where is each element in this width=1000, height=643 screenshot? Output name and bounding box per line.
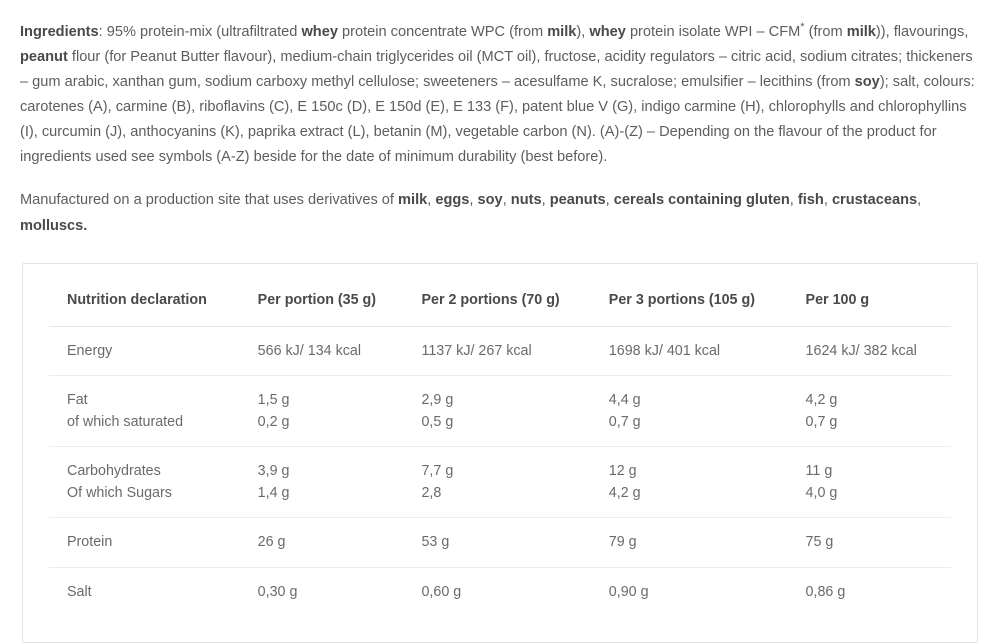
nutrient-value-line: 12 g: [608, 463, 637, 480]
table-column-header: Per 3 portions (105 g): [608, 291, 755, 308]
nutrient-label-cell: [49, 567, 248, 616]
allergen-emphasis: crustaceans: [831, 192, 918, 209]
nutrient-value-line: 4,4 g: [608, 391, 641, 408]
nutrient-value-cell: [599, 518, 796, 567]
allergen-emphasis: whey: [589, 23, 626, 40]
text-run: ); salt, colours: carotenes (A), carmine (B), riboflavins (C), E 150c (D), E 150d (E), E 133 (F), patent blue V (G), indigo carmine (H), chlorophylls and chlorophyllins (I), curcumin (J), anthocyanins (K), paprika extract (L), betanin (M), vegetable carbon (N). (A)-(Z) – Depending on the flavour of the product for ingredients used see symbols (A-Z) beside for the date of minimum durability (best before).: [20, 74, 975, 166]
nutrition-declaration-card: [22, 263, 978, 643]
nutrient-value-line: 0,30 g: [257, 583, 298, 600]
text-run: ,: [605, 192, 614, 209]
text-run: protein isolate WPI – CFM: [625, 23, 801, 40]
nutrient-value-cell: [796, 375, 951, 446]
nutrient-value-line: 0,60 g: [421, 583, 462, 600]
ingredients-paragraph: [20, 18, 980, 170]
nutrient-value-line: 0,5 g: [421, 413, 454, 430]
nutrient-value-cell: [599, 375, 796, 446]
table-column-header: Per 100 g: [805, 291, 870, 308]
nutrient-value-line: 3,9 g: [257, 463, 290, 480]
nutrient-value-cell: [796, 447, 951, 518]
nutrient-value-cell: [796, 518, 951, 567]
nutrient-value-line: 0,86 g: [805, 583, 846, 600]
text-run: )), flavourings,: [875, 23, 969, 40]
allergen-emphasis: eggs: [435, 192, 470, 209]
table-row: [49, 326, 951, 375]
allergen-emphasis: fish: [797, 192, 824, 209]
allergen-emphasis: soy: [477, 192, 503, 209]
allergen-emphasis: soy: [854, 74, 880, 91]
nutrient-value-cell: [248, 567, 412, 616]
text-run: ,: [917, 192, 922, 209]
nutrition-table: [49, 286, 951, 616]
nutrient-value-cell: [411, 567, 598, 616]
nutrient-value-cell: [248, 518, 412, 567]
nutrient-value-line: 1624 kJ/ 382 kcal: [805, 342, 917, 359]
table-row: [49, 567, 951, 616]
nutrient-value-cell: [411, 375, 598, 446]
nutrient-value-cell: [411, 326, 598, 375]
nutrient-label-line: Energy: [67, 342, 113, 359]
allergen-emphasis: milk: [398, 192, 428, 209]
nutrient-label-cell: [49, 518, 248, 567]
allergen-emphasis: molluscs.: [20, 217, 88, 234]
nutrient-value-line: 0,7 g: [608, 413, 641, 430]
allergen-emphasis: whey: [301, 23, 338, 40]
nutrient-value-line: 1,4 g: [257, 485, 290, 502]
nutrition-table-head: [49, 286, 951, 327]
nutrient-value-line: 0,90 g: [608, 583, 649, 600]
allergen-emphasis: milk: [547, 23, 577, 40]
table-row: [49, 518, 951, 567]
text-run: ,: [789, 192, 798, 209]
text-run: 95% protein-mix (ultrafiltrated: [106, 23, 302, 40]
text-run: Manufactured on a production site that uses derivatives of: [20, 192, 399, 209]
text-run: :: [98, 23, 107, 40]
nutrient-value-line: 1137 kJ/ 267 kcal: [421, 342, 532, 359]
nutrient-label-line: Carbohydrates: [67, 463, 161, 480]
text-run: ,: [502, 192, 511, 209]
table-column-header: Per 2 portions (70 g): [421, 291, 560, 308]
footnote-marker: *: [800, 21, 805, 33]
nutrient-value-cell: [796, 567, 951, 616]
allergen-emphasis: nuts: [510, 192, 542, 209]
nutrient-value-line: 7,7 g: [421, 463, 454, 480]
nutrient-value-line: 566 kJ/ 134 kcal: [257, 342, 361, 359]
nutrient-label-line: Of which Sugars: [67, 485, 172, 502]
nutrient-value-line: 0,2 g: [257, 413, 290, 430]
text-run: ,: [541, 192, 550, 209]
nutrient-value-line: 0,7 g: [805, 413, 838, 430]
nutrient-label-line: of which saturated: [67, 413, 184, 430]
nutrient-value-cell: [796, 326, 951, 375]
nutrient-value-cell: [248, 447, 412, 518]
text-run: (from: [804, 23, 847, 40]
text-run: ,: [427, 192, 436, 209]
text-run: ,: [823, 192, 832, 209]
text-run: ,: [469, 192, 478, 209]
nutrient-value-cell: [599, 567, 796, 616]
nutrient-value-cell: [411, 518, 598, 567]
text-run: ),: [576, 23, 590, 40]
nutrient-value-line: 11 g: [805, 463, 833, 480]
nutrient-value-line: 2,9 g: [421, 391, 454, 408]
nutrient-value-line: 53 g: [421, 534, 450, 551]
allergen-warning-paragraph: [20, 188, 980, 238]
table-row: [49, 375, 951, 446]
nutrition-table-body: [49, 326, 951, 616]
nutrient-label-cell: [49, 375, 248, 446]
nutrient-value-line: 2,8: [421, 485, 442, 502]
nutrient-value-line: 4,0 g: [805, 485, 838, 502]
nutrient-value-line: 79 g: [608, 534, 637, 551]
nutrient-label-line: Salt: [67, 583, 92, 600]
nutrient-value-cell: [248, 375, 412, 446]
nutrient-value-cell: [599, 447, 796, 518]
nutrient-value-line: 26 g: [257, 534, 286, 551]
allergen-emphasis: milk: [846, 23, 876, 40]
ingredients-label: Ingredients: [20, 23, 99, 40]
nutrient-label-cell: [49, 326, 248, 375]
table-column-header: Nutrition declaration: [67, 291, 207, 308]
allergen-emphasis: cereals containing gluten: [613, 192, 790, 209]
nutrient-value-cell: [599, 326, 796, 375]
nutrient-value-line: 1,5 g: [257, 391, 290, 408]
nutrient-label-cell: [49, 447, 248, 518]
text-run: flour (for Peanut Butter flavour), medium-chain triglycerides oil (MCT oil), fructose, acidity regulators – citric acid, sodium citrates; thickeners – gum arabic, xanthan gum, sodium carboxy methyl cellulose; sweeteners – acesulfame K, sucralose; emulsifier – lecithins (from: [20, 48, 973, 91]
allergen-emphasis: peanut: [20, 48, 68, 65]
text-run: protein concentrate WPC (from: [337, 23, 548, 40]
nutrient-value-cell: [248, 326, 412, 375]
table-header-row: [49, 286, 951, 327]
nutrient-value-line: 75 g: [805, 534, 834, 551]
table-row: [49, 447, 951, 518]
nutrient-value-line: 4,2 g: [608, 485, 641, 502]
allergen-emphasis: peanuts: [549, 192, 606, 209]
nutrient-label-line: Protein: [67, 534, 113, 551]
nutrient-value-line: 4,2 g: [805, 391, 838, 408]
table-column-header: Per portion (35 g): [257, 291, 377, 308]
nutrient-label-line: Fat: [67, 391, 88, 408]
nutrient-value-line: 1698 kJ/ 401 kcal: [608, 342, 721, 359]
nutrient-value-cell: [411, 447, 598, 518]
